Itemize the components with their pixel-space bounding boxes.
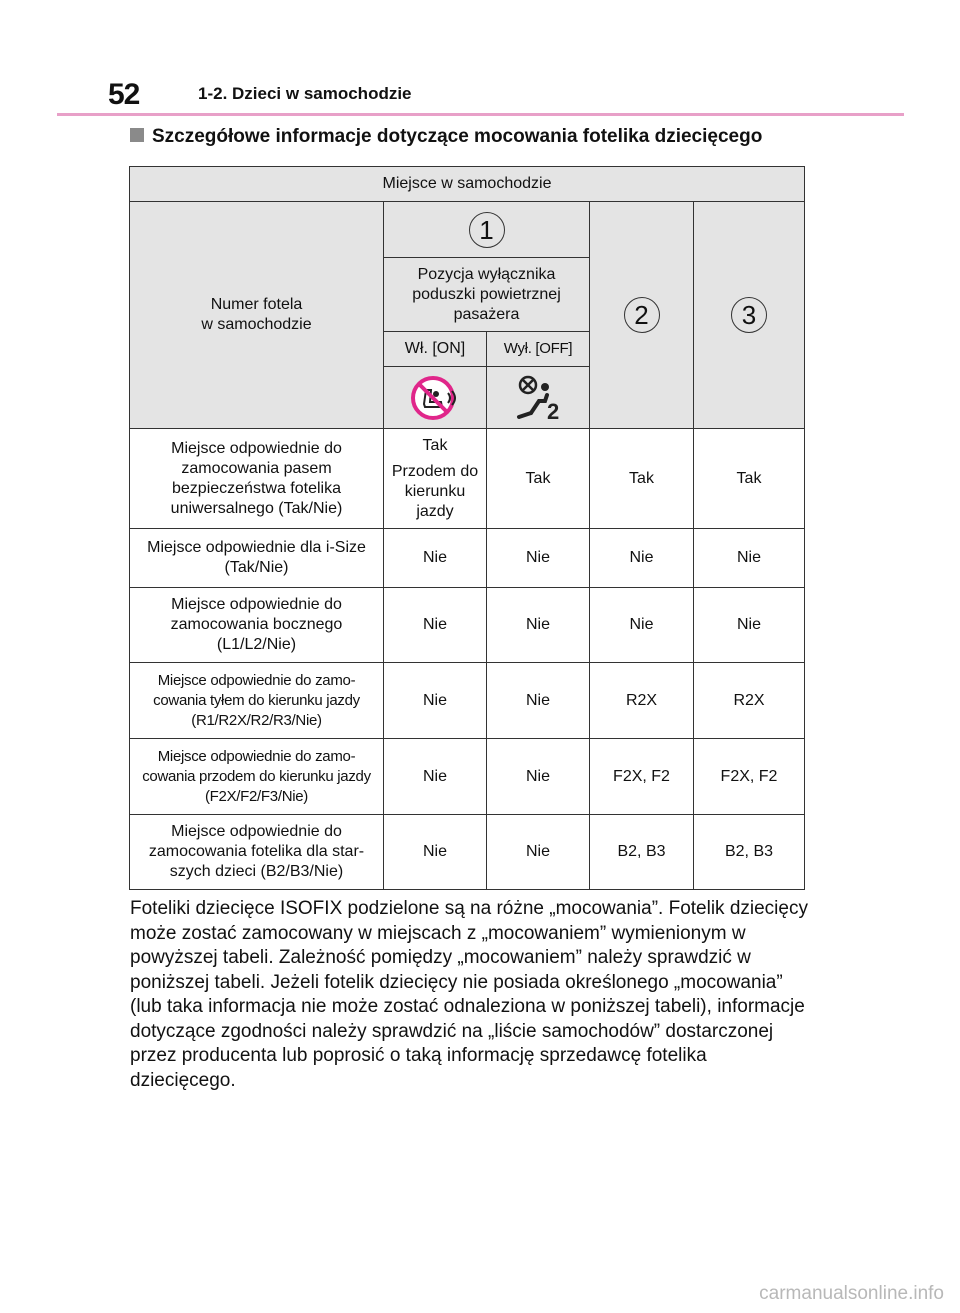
subheading-text: Szczegółowe informacje dotyczące mocowania fotelika dziecięcego [152, 126, 763, 147]
row-rear-facing-label: Miejsce odpowiednie do zamo-cowania tyłem do kierunku jazdy (R1/R2X/R2/R3/Nie) [130, 663, 384, 739]
row-isize-label: Miejsce odpowiednie dla i-Size (Tak/Nie) [130, 529, 384, 588]
seat-number-label-line2: w samochodzie [201, 316, 312, 333]
row-isize-seat3: Nie [694, 529, 805, 588]
seat-compatibility-table [129, 166, 805, 890]
row-universal-belt-seat3: Tak [694, 429, 805, 529]
seat-3-number: 3 [731, 297, 767, 333]
row-lateral-label: Miejsce odpowiednie do zamocowania bocznego (L1/L2/Nie) [130, 588, 384, 663]
row-booster-seat2: B2, B3 [590, 815, 694, 890]
row-forward-facing-seat2: F2X, F2 [590, 739, 694, 815]
switch-on-label: Wł. [ON] [384, 332, 487, 367]
header-rule [57, 113, 904, 116]
row-booster-seat3: B2, B3 [694, 815, 805, 890]
row-lateral-seat2: Nie [590, 588, 694, 663]
airbag-disabled-rear-facing-icon [408, 374, 462, 422]
passenger-airbag-off-icon [511, 373, 565, 423]
seat-2-header [590, 202, 694, 429]
page-number: 52 [108, 78, 140, 111]
row-lateral-seat1-off: Nie [487, 588, 590, 663]
row-booster-seat1-on: Nie [384, 815, 487, 890]
seat-1-header [384, 202, 590, 258]
row-isize-seat2: Nie [590, 529, 694, 588]
icon-cell-off [487, 367, 590, 429]
row-booster-label: Miejsce odpowiednie do zamocowania fotelika dla star-szych dzieci (B2/B3/Nie) [130, 815, 384, 890]
row-isize-seat1-off: Nie [487, 529, 590, 588]
row-rear-facing-seat3: R2X [694, 663, 805, 739]
icon-cell-on [384, 367, 487, 429]
square-bullet-icon [130, 128, 144, 142]
row-rear-facing-seat1-on: Nie [384, 663, 487, 739]
row-forward-facing-label: Miejsce odpowiednie do zamo-cowania przodem do kierunku jazdy (F2X/F2/F3/Nie) [130, 739, 384, 815]
airbag-switch-label: Pozycja wyłącznika poduszki powietrznej pasażera [384, 258, 590, 332]
seat-1-number: 1 [469, 212, 505, 248]
row-universal-belt-seat2: Tak [590, 429, 694, 529]
body-paragraph-text: Foteliki dziecięce ISOFIX podzielone są na różne „mocowania”. Fotelik dziecięcy może zostać zamocowany w miejscach z „mocowaniem” wymienionym w powyższej tabeli. Zależność pomiędzy „mocowaniem” należy sprawdzić w poniższej tabeli. Jeżeli fotelik dziecięcy nie posiada określonego „mocowania” (lub taka informacja nie może zostać odnaleziona w poniższej tabeli), informacje dotyczące zgodności należy sprawdzić na „liście samochodów” dostarczonej przez producenta lub poprosić o taką informację sprzedawcę fotelika dziecięcego. [130, 898, 808, 1091]
row-forward-facing-seat1-off: Nie [487, 739, 590, 815]
row-forward-facing-seat1-on: Nie [384, 739, 487, 815]
row-rear-facing-seat1-off: Nie [487, 663, 590, 739]
row-booster-seat1-off: Nie [487, 815, 590, 890]
row-universal-belt-seat1-value: Tak [422, 436, 448, 454]
row-forward-facing-seat3: F2X, F2 [694, 739, 805, 815]
row-universal-belt-seat1-off: Tak [487, 429, 590, 529]
seat-number-label-line1: Numer fotela [210, 296, 303, 313]
body-paragraph [130, 897, 810, 1093]
seat-2-number: 2 [624, 297, 660, 333]
row-lateral-seat3: Nie [694, 588, 805, 663]
table-title: Miejsce w samochodzie [130, 167, 805, 202]
row-universal-belt-seat1 [384, 429, 487, 529]
row-universal-belt-label: Miejsce odpowiednie do zamocowania pasem bezpieczeństwa fotelika uniwersalnego (Tak/Nie) [130, 429, 384, 529]
section-title: 1-2. Dzieci w samochodzie [198, 84, 412, 103]
seat-number-label [130, 202, 384, 429]
svg-text:2: 2 [547, 398, 560, 423]
row-isize-seat1-on: Nie [384, 529, 487, 588]
subheading [130, 126, 762, 148]
row-rear-facing-seat2: R2X [590, 663, 694, 739]
row-universal-belt-seat1-note: Przodem do kierunku jazdy [391, 462, 479, 520]
row-lateral-seat1-on: Nie [384, 588, 487, 663]
switch-off-label: Wył. [OFF] [487, 332, 590, 367]
watermark: carmanualsonline.info [759, 1283, 944, 1304]
seat-3-header [694, 202, 805, 429]
